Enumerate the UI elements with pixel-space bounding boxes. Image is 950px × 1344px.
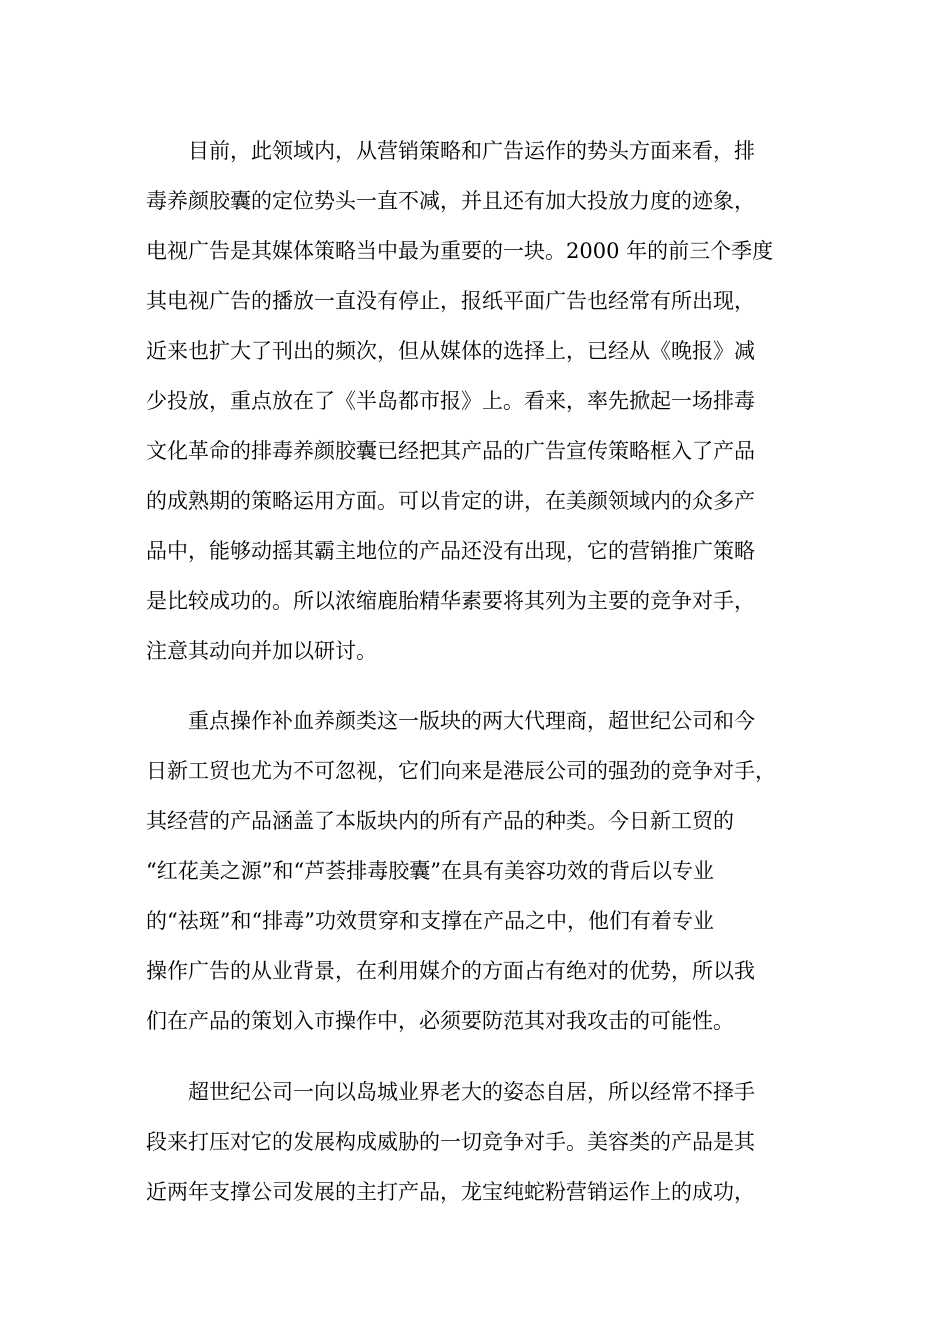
- text-line: 目前，此领域内，从营销策略和广告运作的势头方面来看，排: [188, 139, 755, 163]
- text-line: 注意其动向并加以研讨。: [146, 639, 377, 663]
- text-line: 段来打压对它的发展构成威胁的一切竞争对手。美容类的产品是其: [146, 1130, 755, 1154]
- text-line: 近两年支撑公司发展的主打产品，龙宝纯蛇粉营销运作上的成功，: [146, 1180, 755, 1204]
- text-line: 操作广告的从业背景，在利用媒介的方面占有绝对的优势，所以我: [146, 959, 755, 983]
- text-line: 文化革命的排毒养颜胶囊已经把其产品的广告宣传策略框入了产品: [146, 439, 755, 463]
- text-line: 们在产品的策划入市操作中，必须要防范其对我攻击的可能性。: [146, 1009, 734, 1033]
- text-line: 毒养颜胶囊的定位势头一直不减，并且还有加大投放力度的迹象，: [146, 189, 755, 213]
- text-line: 其经营的产品涵盖了本版块内的所有产品的种类。今日新工贸的: [146, 809, 734, 833]
- text-line: 的成熟期的策略运用方面。可以肯定的讲，在美颜领域内的众多产: [146, 489, 755, 513]
- text-line: 是比较成功的。所以浓缩鹿胎精华素要将其列为主要的竞争对手，: [146, 589, 755, 613]
- text-line: 日新工贸也尤为不可忽视，它们向来是港辰公司的强劲的竞争对手，: [146, 759, 776, 783]
- text-line: 近来也扩大了刊出的频次，但从媒体的选择上，已经从《晚报》减: [146, 339, 755, 363]
- text-line: 超世纪公司一向以岛城业界老大的姿态自居，所以经常不择手: [188, 1080, 755, 1104]
- text-line: 其电视广告的播放一直没有停止，报纸平面广告也经常有所出现，: [146, 289, 755, 313]
- text-line: 的“祛斑”和“排毒”功效贯穿和支撑在产品之中，他们有着专业: [146, 909, 714, 933]
- text-line: 少投放，重点放在了《半岛都市报》上。看来，率先掀起一场排毒: [146, 389, 755, 413]
- text-line: 重点操作补血养颜类这一版块的两大代理商，超世纪公司和今: [188, 709, 755, 733]
- text-line: 电视广告是其媒体策略当中最为重要的一块。2000 年的前三个季度: [146, 239, 774, 263]
- text-line: “红花美之源”和“芦荟排毒胶囊”在具有美容功效的背后以专业: [146, 859, 714, 883]
- text-line: 品中，能够动摇其霸主地位的产品还没有出现，它的营销推广策略: [146, 539, 755, 563]
